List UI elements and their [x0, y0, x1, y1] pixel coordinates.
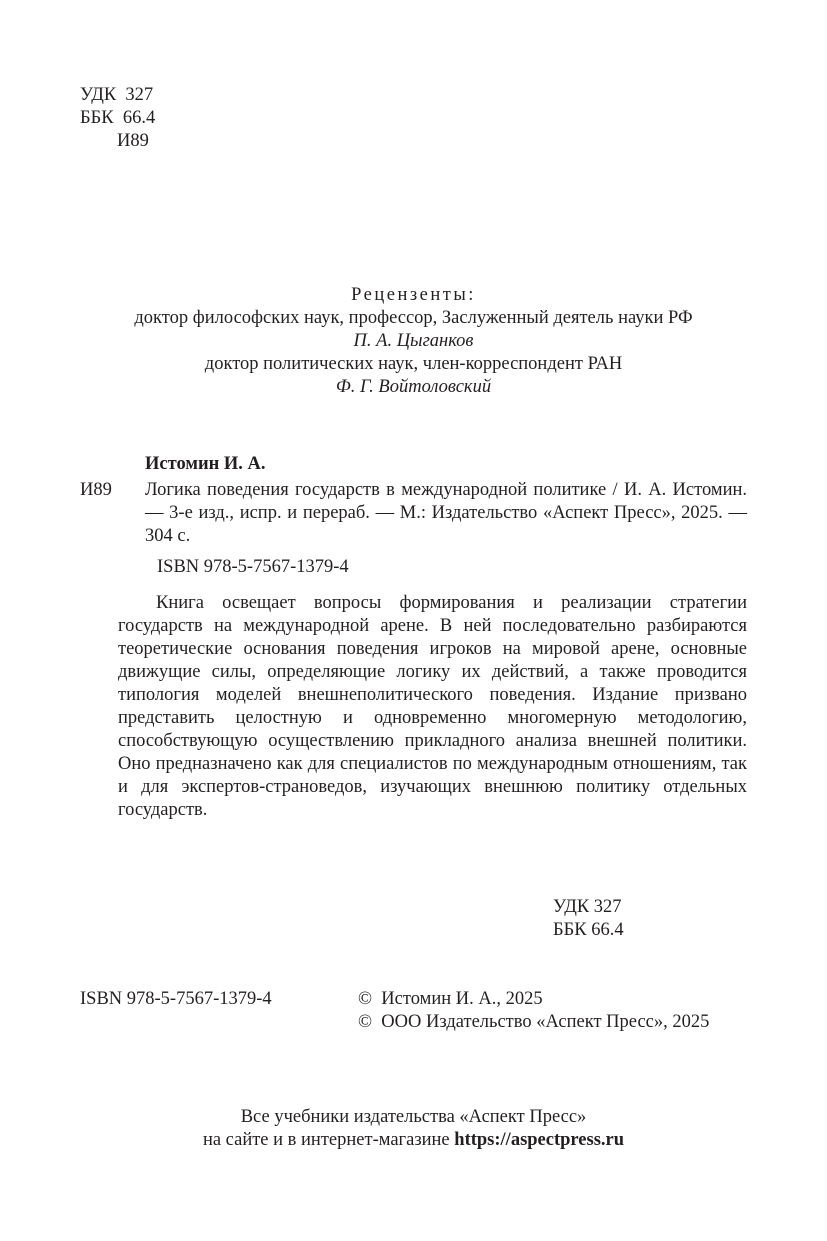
copyright-author: © Истомин И. А., 2025 — [358, 989, 543, 1009]
publisher-url-link[interactable]: https://aspectpress.ru — [454, 1130, 625, 1150]
publisher-footer — [80, 1106, 747, 1152]
bibliographic-record — [80, 479, 747, 548]
author-heading: Истомин И. А. — [145, 454, 266, 474]
bbk-code: ББК 66.4 — [80, 108, 156, 128]
author-code: И89 — [80, 480, 112, 500]
isbn: ISBN 978-5-7567-1379-4 — [157, 557, 349, 577]
abstract-text: Книга освещает вопросы формирования и реализации стратегии государств на международной арене. В ней последовательно разбираются теоретические основания поведения игроков на мировой арене, основные движущие силы, определяющие логику их действий, а также проводится типология моделей внешнеполитического поведения. Издание призвано представить целостную и одновременно многомерную методологию, способствующую осуществлению прикладного анализа внешней политики. Оно предназначено как для специалистов по международным отношениям, так и для экспертов-страноведов, изучающих внешнюю политику отдельных государств. — [118, 593, 747, 820]
reviewer1-title: доктор философских наук, профессор, Заслуженный деятель науки РФ — [134, 308, 693, 328]
copyright-publisher: © ООО Издательство «Аспект Пресс», 2025 — [358, 1012, 710, 1032]
footer-line2 — [80, 1129, 747, 1152]
copyright-block — [358, 988, 709, 1034]
imprint-isbn: ISBN 978-5-7567-1379-4 — [80, 989, 272, 1009]
classification-codes — [80, 84, 155, 153]
footer-line1: Все учебники издательства «Аспект Пресс» — [240, 1107, 587, 1127]
reviewers-heading: Рецензенты: — [351, 285, 476, 305]
reviewers-block — [80, 284, 747, 399]
footer-codes — [553, 896, 624, 942]
reviewer1-name: П. А. Цыганков — [353, 331, 474, 351]
footer-line2-text: на сайте и в интернет-магазине — [202, 1130, 455, 1150]
footer-bbk: ББК 66.4 — [553, 920, 624, 940]
reviewer2-name: Ф. Г. Войтоловский — [335, 377, 492, 397]
bibliographic-description: Логика поведения государств в международной политике / И. А. Истомин. — 3-е изд., испр. и перераб. — М.: Издательство «Аспект Пресс», 2025. — 304 с. — [145, 480, 747, 546]
udk-code: УДК 327 — [80, 85, 154, 105]
reviewer2-title: доктор политических наук, член-корреспондент РАН — [204, 354, 623, 374]
author-mark: И89 — [80, 131, 149, 151]
footer-udk: УДК 327 — [553, 897, 622, 917]
